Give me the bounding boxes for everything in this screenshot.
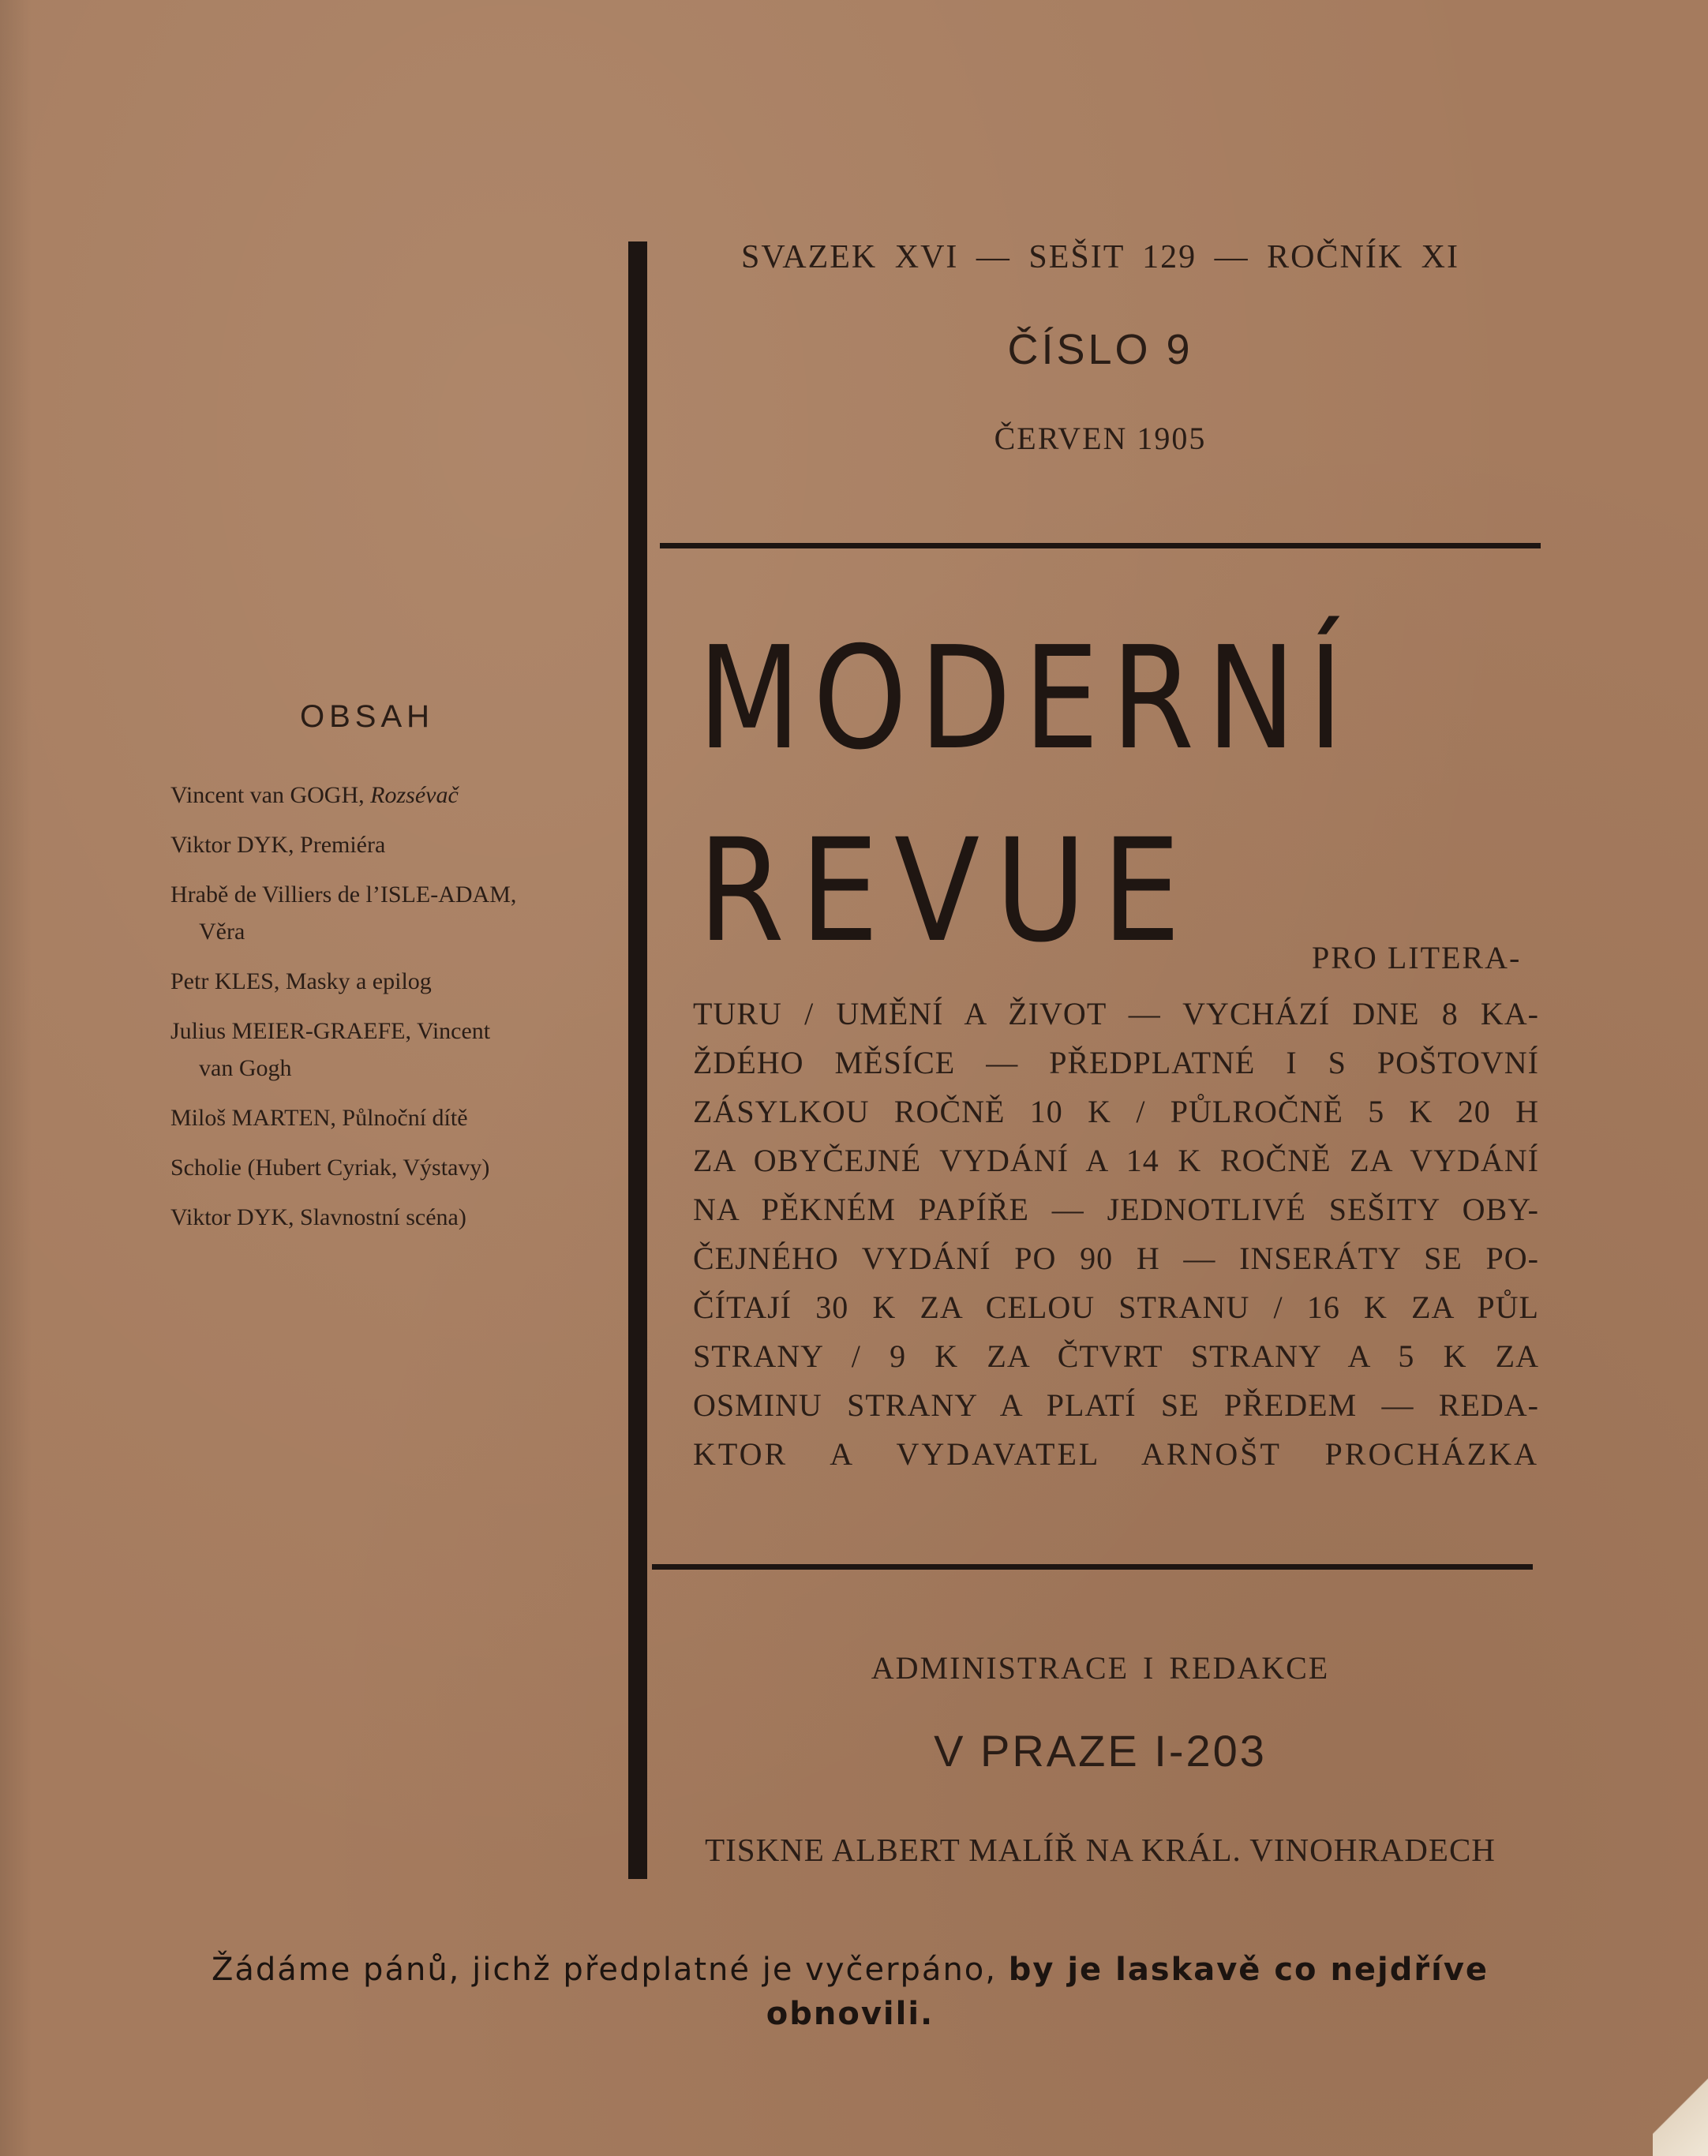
issue-number: ČÍSLO 9 xyxy=(1007,326,1193,373)
description-line: ZA OBYČEJNÉ VYDÁNÍ A 14 K ROČNĚ ZA VYDÁNÍ xyxy=(693,1143,1539,1178)
description-line: ČEJNÉHO VYDÁNÍ PO 90 H — INSERÁTY SE PO- xyxy=(693,1241,1539,1276)
contents-item xyxy=(170,876,589,950)
contents-item: Viktor DYK, Slavnostní scéna) xyxy=(170,1204,466,1230)
bottom-horizontal-rule xyxy=(652,1564,1533,1570)
administration-label: ADMINISTRACE I REDAKCE xyxy=(871,1650,1330,1686)
contents-item: Scholie (Hubert Cyriak, Výstavy) xyxy=(170,1155,490,1181)
contents-author: Vincent van GOGH, xyxy=(170,782,371,808)
masthead-subtitle: PRO LITERA- xyxy=(1312,940,1522,975)
description-line: OSMINU STRANY A PLATÍ SE PŘEDEM — REDA- xyxy=(693,1387,1539,1423)
notice-bold-text: by je laskavě co nejdříve obnovili. xyxy=(766,1952,1489,2032)
description-line: NA PĚKNÉM PAPÍŘE — JEDNOTLIVÉ SEŠITY OBY- xyxy=(693,1192,1539,1227)
contents-work: Rozsévač xyxy=(370,782,459,808)
masthead-title-line-2: REVUE xyxy=(698,809,1197,974)
description-line: KTOR A VYDAVATEL ARNOŠT PROCHÁZKA xyxy=(693,1436,1539,1472)
issue-date: ČERVEN 1905 xyxy=(994,421,1207,456)
contents-item xyxy=(170,777,589,814)
contents-text: Julius MEIER-GRAEFE, Vincent xyxy=(170,1018,491,1044)
contents-continuation: van Gogh xyxy=(199,1055,292,1081)
issue-line: SVAZEK XVI — SEŠIT 129 — ROČNÍK XI xyxy=(741,239,1459,275)
description-line: ČÍTAJÍ 30 K ZA CELOU STRANU / 16 K ZA PŮL xyxy=(693,1289,1539,1325)
contents-title: OBSAH xyxy=(300,699,435,734)
contents-continuation: Věra xyxy=(199,919,245,945)
description-line: ZÁSYLKOU ROČNĚ 10 K / PŮLROČNĚ 5 K 20 H xyxy=(693,1094,1539,1129)
contents-list xyxy=(170,777,589,1248)
masthead-title-line-1: MODERNÍ xyxy=(698,616,1356,781)
description-block xyxy=(693,990,1539,1479)
description-line: ŽDÉHO MĚSÍCE — PŘEDPLATNÉ I S POŠTOVNÍ xyxy=(693,1045,1539,1080)
description-line: TURU / UMĚNÍ A ŽIVOT — VYCHÁZÍ DNE 8 KA- xyxy=(693,996,1539,1031)
printer-line: TISKNE ALBERT MALÍŘ NA KRÁL. VINOHRADECH xyxy=(705,1832,1496,1868)
subscription-notice xyxy=(166,1948,1534,2036)
vertical-rule xyxy=(628,241,647,1879)
contents-item: Viktor DYK, Premiéra xyxy=(170,832,386,858)
contents-item: Petr KLES, Masky a epilog xyxy=(170,968,432,994)
contents-item: Miloš MARTEN, Půlnoční dítě xyxy=(170,1105,468,1131)
description-line: STRANY / 9 K ZA ČTVRT STRANY A 5 K ZA xyxy=(693,1338,1539,1374)
top-horizontal-rule xyxy=(660,543,1541,548)
notice-regular-text: Žádáme pánů, jichž předplatné je vyčerpáno, xyxy=(211,1952,1009,1988)
administration-address: V PRAZE I-203 xyxy=(934,1726,1267,1776)
contents-text: Hrabě de Villiers de l’ISLE-ADAM, xyxy=(170,881,517,908)
contents-item xyxy=(170,1012,589,1087)
torn-corner xyxy=(1653,2069,1708,2156)
